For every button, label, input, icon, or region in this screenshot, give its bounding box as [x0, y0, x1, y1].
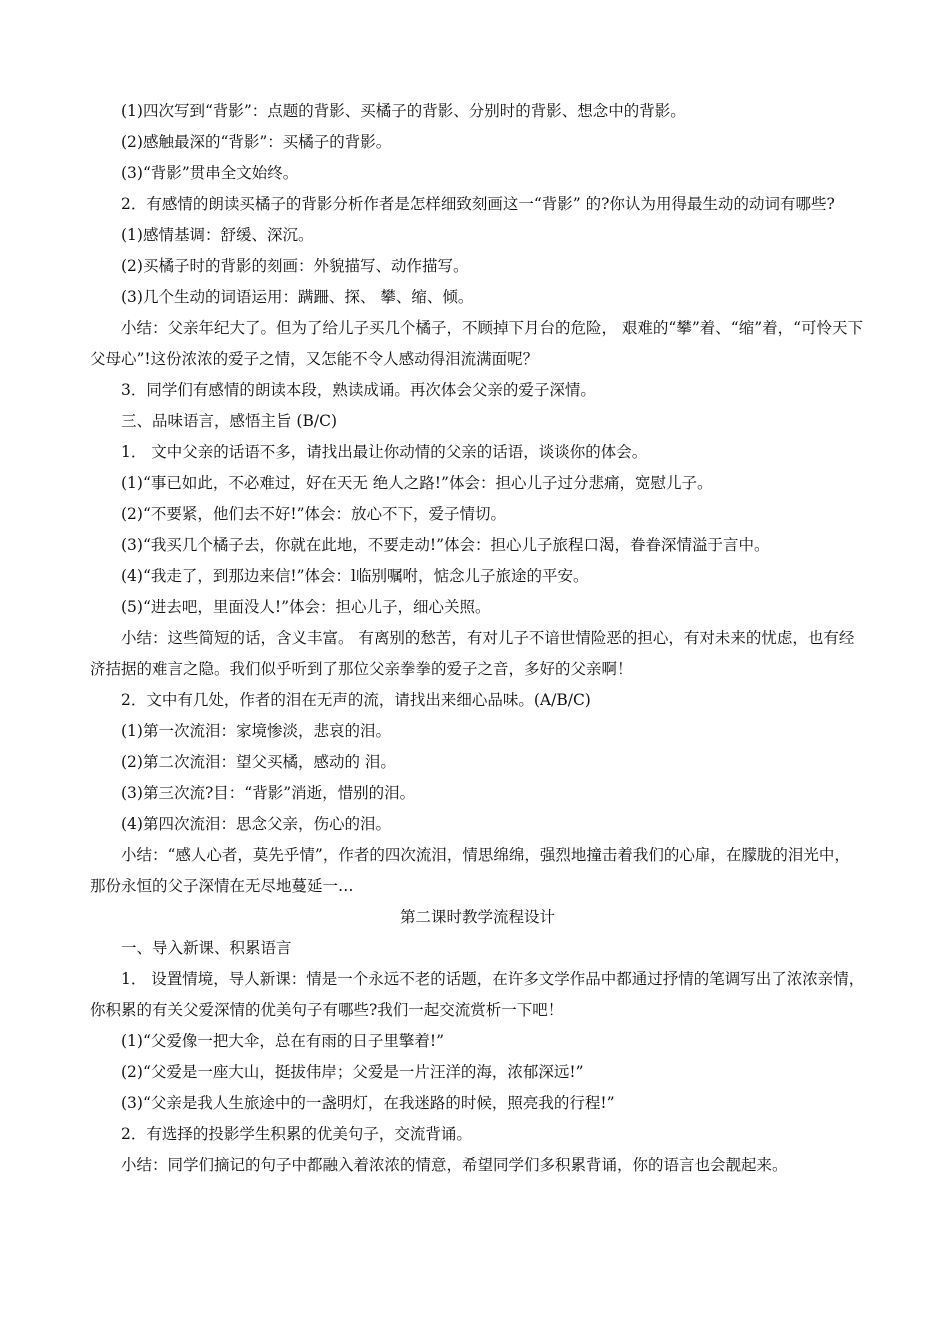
paragraph: (2)“父爱是一座大山，挺拔伟岸；父爱是一片汪洋的海，浓郁深远!”: [121, 1063, 584, 1081]
paragraph: (2)买橘子时的背影的刻画：外貌描写、动作描写。: [121, 257, 469, 275]
section-heading: 第二课时教学流程设计: [399, 908, 555, 926]
paragraph: (1)“父爱像一把大伞，总在有雨的日子里擎着!”: [121, 1032, 445, 1050]
paragraph: 2．有选择的投影学生积累的优美句子，交流背诵。: [121, 1125, 472, 1143]
paragraph: 小结：“感人心者，莫先乎情”，作者的四次流泪，情思绵绵，强烈地撞击着我们的心扉，在朦胧的泪光中，那份永恒的父子深情在无尽地蔓延一…: [90, 846, 850, 895]
paragraph: 1． 设置情境，导人新课：情是一个永远不老的话题，在许多文学作品中都通过抒情的笔调写出了浓浓亲情，你积累的有关父爱深情的优美句子有哪些?我们一起交流赏析一下吧！: [90, 970, 865, 1019]
paragraph: 2．文中有几处，作者的泪在无声的流，请找出来细心品味。(A/B/C): [121, 691, 591, 709]
document-body: [90, 96, 865, 1181]
paragraph: (2)感触最深的“背影”：买橘子的背影。: [121, 133, 392, 151]
paragraph: 1． 文中父亲的话语不多，请找出最让你动情的父亲的话语，谈谈你的体会。: [121, 443, 648, 461]
paragraph: (4)第四次流泪：思念父亲，伤心的泪。: [121, 815, 391, 833]
paragraph: (3)第三次流?目：“背影”消逝，惜别的泪。: [121, 784, 416, 802]
paragraph: 小结：父亲年纪大了。但为了给儿子买几个橘子，不顾掉下月台的危险， 艰难的“攀”着、“缩”着，“可怜天下父母心”!这份浓浓的爱子之情，又怎能不令人感动得泪流满面呢？: [90, 319, 864, 368]
paragraph: (1)第一次流泪：家境惨淡，悲哀的泪。: [121, 722, 391, 740]
paragraph: (3)几个生动的词语运用：蹒跚、探、 攀、缩、倾。: [121, 288, 474, 306]
paragraph: 小结：同学们摘记的句子中都融入着浓浓的情意，希望同学们多积累背诵，你的语言也会靓起来。: [121, 1156, 788, 1174]
paragraph: (3)“我买几个橘子去，你就在此地，不要走动!”体会：担心儿子旅程口渴，眷眷深情溢于言中。: [121, 536, 770, 554]
paragraph: (3)“父亲是我人生旅途中的一盏明灯，在我迷路的时候，照亮我的行程!”: [121, 1094, 615, 1112]
paragraph: (1)感情基调：舒缓、深沉。: [121, 226, 314, 244]
paragraph: (1)四次写到“背影”：点题的背影、买橘子的背影、分别时的背影、想念中的背影。: [121, 102, 686, 120]
paragraph: 3．同学们有感情的朗读本段，熟读成诵。再次体会父亲的爱子深情。: [121, 381, 596, 399]
paragraph: (3)“背影”贯串全文始终。: [121, 164, 299, 182]
paragraph: 一、导入新课、积累语言: [121, 939, 292, 957]
paragraph: 小结：这些简短的话，含义丰富。 有离别的愁苦，有对儿子不谙世情险恶的担心，有对未来的忧虑，也有经济拮据的难言之隐。我们似乎听到了那位父亲拳拳的爱子之音，多好的父亲啊！: [90, 629, 855, 678]
paragraph: 三、品味语言，感悟主旨 (B/C): [121, 412, 337, 430]
paragraph: (4)“我走了，到那边来信!”体会：l临别嘱咐，惦念儿子旅途的平安。: [121, 567, 589, 585]
paragraph: (1)“事已如此，不必难过，好在天无 绝人之路!”体会：担心儿子过分悲痛，宽慰儿子。: [121, 474, 713, 492]
paragraph: 2．有感情的朗读买橘子的背影分析作者是怎样细致刻画这一“背影” 的?你认为用得最生动的动词有哪些?: [121, 195, 835, 213]
paragraph: (2)“不要紧，他们去不好!”体会：放心不下，爱子情切。: [121, 505, 507, 523]
paragraph: (5)“进去吧，里面没人!”体会：担心儿子，细心关照。: [121, 598, 491, 616]
paragraph: (2)第二次流泪：望父买橘，感动的 泪。: [121, 753, 396, 771]
